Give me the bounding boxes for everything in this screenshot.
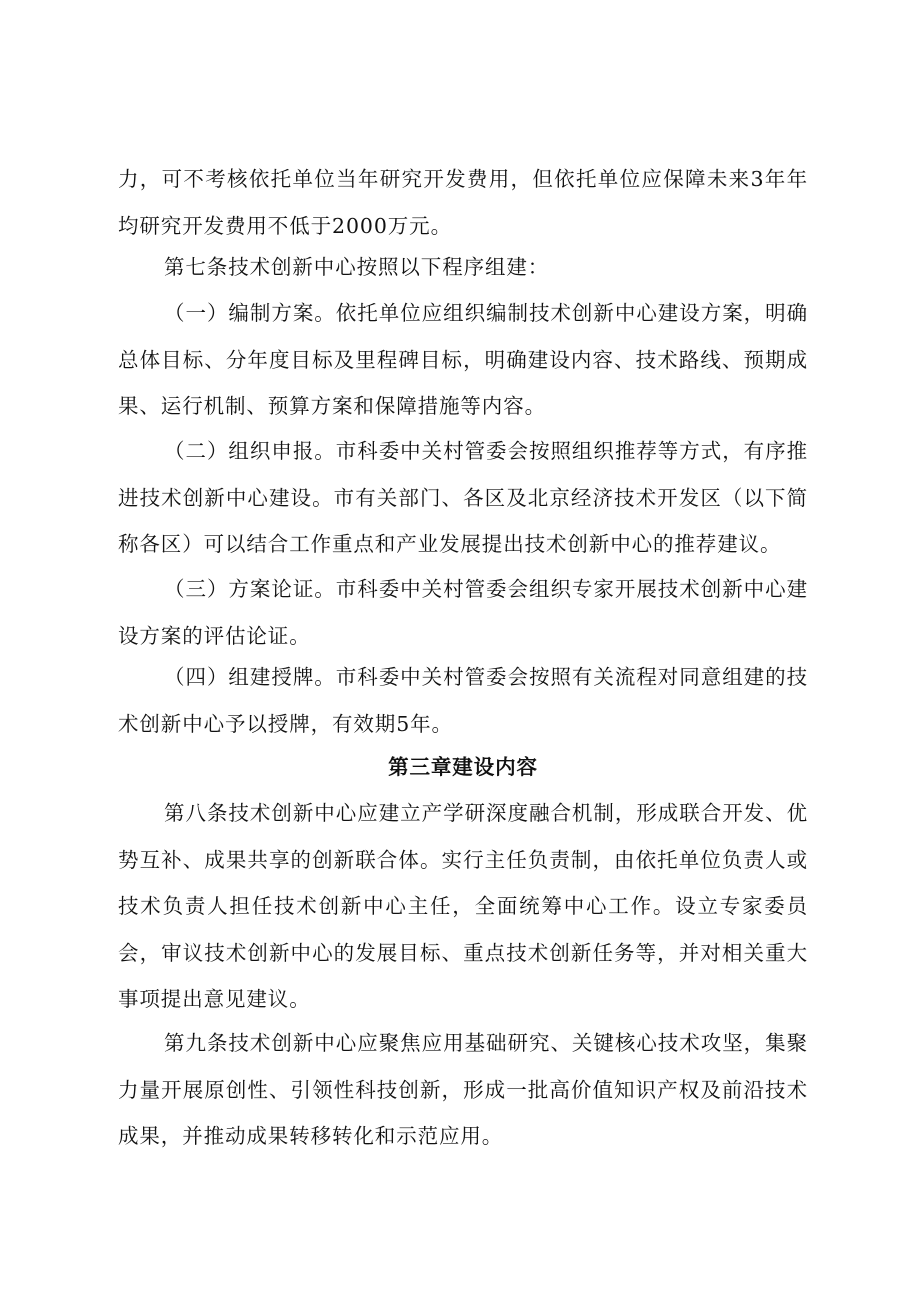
chapter-heading: 第三章建设内容	[388, 755, 538, 779]
article-9-paragraph: 第九条技术创新中心应聚焦应用基础研究、关键核心技术攻坚，集聚力量开展原创性、引领性科技创新，形成一批高价值知识产权及前沿技术成果，并推动成果转移转化和示范应用。	[118, 1031, 808, 1148]
item-1-paragraph: （一）编制方案。依托单位应组织编制技术创新中心建设方案，明确总体目标、分年度目标及里程碑目标，明确建设内容、技术路线、预期成果、运行机制、预算方案和保障措施等内容。	[118, 301, 808, 418]
item-2-paragraph: （二）组织申报。市科委中关村管委会按照组织推荐等方式，有序推进技术创新中心建设。市有关部门、各区及北京经济技术开发区（以下简称各区）可以结合工作重点和产业发展提出技术创新中心的推荐建议。	[118, 439, 808, 556]
item-3-paragraph: （三）方案论证。市科委中关村管委会组织专家开展技术创新中心建设方案的评估论证。	[118, 577, 808, 648]
item-4-paragraph: （四）组建授牌。市科委中关村管委会按照有关流程对同意组建的技术创新中心予以授牌，有效期5年。	[118, 665, 808, 736]
paragraph-continuation: 力，可不考核依托单位当年研究开发费用，但依托单位应保障未来3年年均研究开发费用不低于2000万元。	[118, 167, 808, 238]
article-8-paragraph: 第八条技术创新中心应建立产学研深度融合机制，形成联合开发、优势互补、成果共享的创新联合体。实行主任负责制，由依托单位负责人或技术负责人担任技术创新中心主任，全面统筹中心工作。设立专家委员会，审议技术创新中心的发展目标、重点技术创新任务等，并对相关重大事项提出意见建议。	[118, 801, 808, 1011]
article-7-paragraph: 第七条技术创新中心按照以下程序组建：	[164, 255, 550, 279]
